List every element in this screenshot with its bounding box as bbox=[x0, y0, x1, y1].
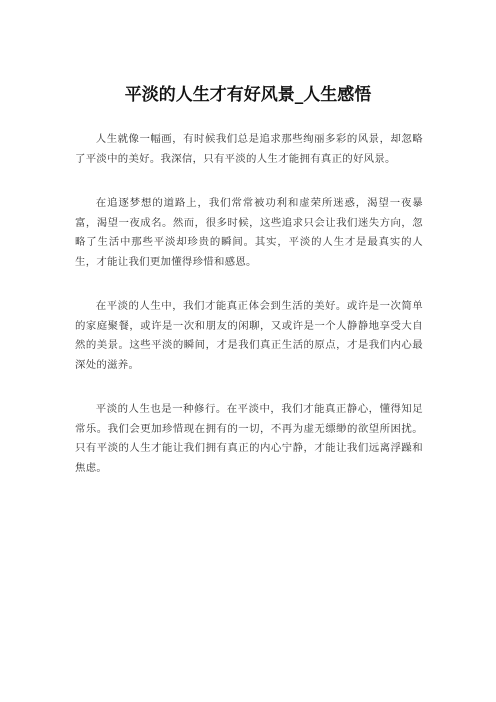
paragraph-1: 人生就像一幅画，有时候我们总是追求那些绚丽多彩的风景，却忽略了平淡中的美好。我深信，只有平淡的人生才能拥有真正的好风景。 bbox=[75, 133, 423, 165]
page-title: 平淡的人生才有好风景_人生感悟 bbox=[124, 85, 372, 105]
paragraph-3: 在平淡的人生中，我们才能真正体会到生活的美好。或许是一次简单的家庭聚餐，或许是一次和朋友的闲聊，又或许是一个人静静地享受大自然的美景。这些平淡的瞬间，才是我们真正生活的原点，才是我们内心最深处的滋养。 bbox=[75, 300, 423, 371]
article-body bbox=[75, 130, 423, 503]
paragraph-2: 在追逐梦想的道路上，我们常常被功利和虚荣所迷惑，渴望一夜暴富，渴望一夜成名。然而，很多时候，这些追求只会让我们迷失方向，忽略了生活中那些平淡却珍贵的瞬间。其实，平淡的人生才是最真实的人生，才能让我们更加懂得珍惜和感恩。 bbox=[75, 197, 423, 268]
paragraph-4: 平淡的人生也是一种修行。在平淡中，我们才能真正静心，懂得知足常乐。我们会更加珍惜现在拥有的一切，不再为虚无缥缈的欲望所困扰。只有平淡的人生才能让我们拥有真正的内心宁静，才能让我们远离浮躁和焦虑。 bbox=[75, 403, 423, 474]
